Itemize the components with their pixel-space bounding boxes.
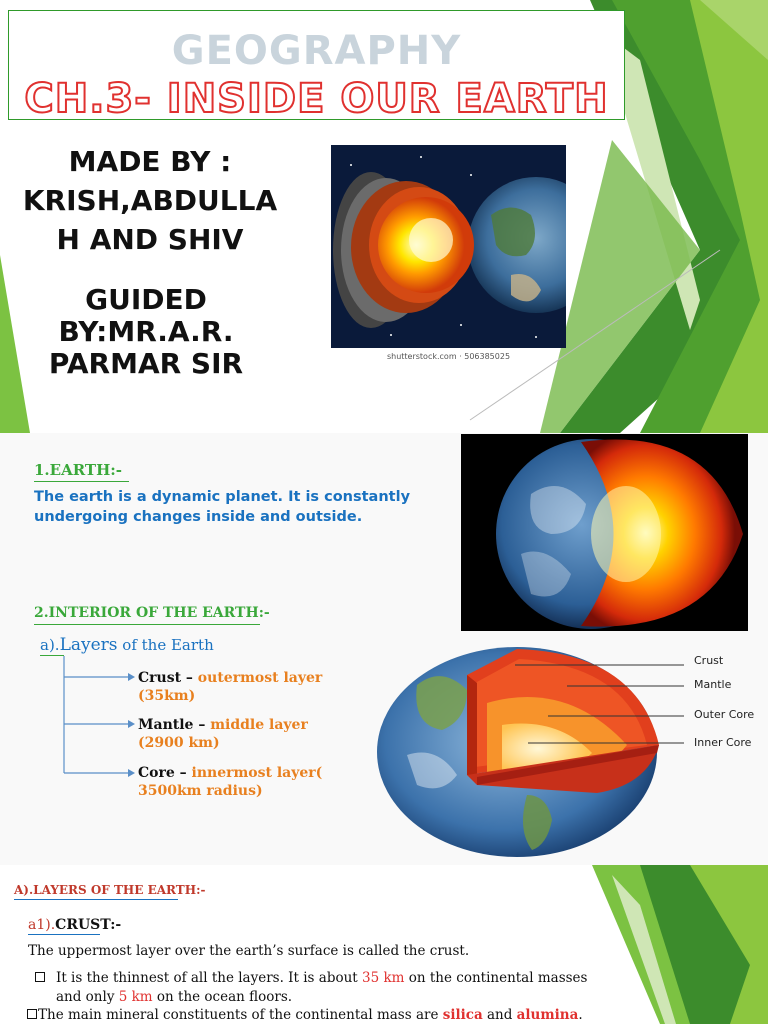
guide-line: PARMAR SIR xyxy=(48,347,244,380)
slide-title: GEOGRAPHY xyxy=(171,28,462,74)
subheading-rest: of the Earth xyxy=(117,636,214,654)
layer-name: Mantle xyxy=(138,717,194,733)
subheading-underline xyxy=(28,934,100,935)
authors-line: KRISH,ABDULLA xyxy=(22,184,278,217)
bullet-text xyxy=(38,1006,583,1024)
slide-title xyxy=(0,0,768,433)
highlight-value: 5 km xyxy=(118,989,153,1005)
bullet-text-part: . xyxy=(578,1007,583,1023)
layer-desc: innermost layer( xyxy=(191,765,323,781)
diagram-label-mantle: Mantle xyxy=(694,678,732,691)
diagram-label-outer-core: Outer Core xyxy=(694,708,755,721)
layer-dash: – xyxy=(181,670,198,686)
chapter-title: CH.3- INSIDE OUR EARTH xyxy=(24,76,609,122)
subheading-number: a1). xyxy=(28,917,56,933)
diagram-label-inner-core: Inner Core xyxy=(694,736,752,749)
checkbox-bullet-icon xyxy=(27,1009,37,1019)
authors-block xyxy=(0,142,300,259)
bullet-text-part: and only xyxy=(56,989,119,1005)
image-credit: shutterstock.com · 506385025 xyxy=(386,352,511,361)
highlight-value: alumina xyxy=(516,1007,579,1023)
guide-line: BY:MR.A.R. xyxy=(58,315,234,348)
crust-subheading xyxy=(28,917,121,933)
diagram-leader-lines xyxy=(0,433,768,865)
crust-section-heading: A).LAYERS OF THE EARTH:- xyxy=(14,883,206,897)
layer-dash: – xyxy=(174,765,192,781)
guide-block xyxy=(0,284,292,380)
checkbox-bullet-icon xyxy=(35,972,45,982)
layer-detail: (2900 km) xyxy=(138,735,220,751)
bullet-item xyxy=(36,1006,583,1024)
paragraph-line: The earth is a dynamic planet. It is constantly xyxy=(34,489,411,505)
authors-line: MADE BY : xyxy=(68,145,232,178)
subheading-prefix: a). xyxy=(40,636,60,654)
layer-desc: outermost layer xyxy=(197,670,323,686)
layer-dash: – xyxy=(193,717,211,733)
subheading-label: CRUST:- xyxy=(55,917,122,933)
slide-interior xyxy=(0,433,768,865)
bullet-item xyxy=(36,969,588,1007)
title-box xyxy=(8,10,625,120)
diagram-label-crust: Crust xyxy=(694,654,724,667)
bullet-text-part: The main mineral constituents of the continental mass are xyxy=(38,1007,443,1023)
heading-underline xyxy=(14,899,178,900)
layer-detail: 3500km radius) xyxy=(138,783,263,799)
crust-intro: The uppermost layer over the earth’s surface is called the crust. xyxy=(28,943,470,959)
layer-name: Core xyxy=(138,765,175,781)
bullet-text-part: and xyxy=(482,1007,517,1023)
bullet-text-part: on the continental masses xyxy=(404,970,588,986)
guide-line: GUIDED xyxy=(85,283,207,316)
authors-line: H AND SHIV xyxy=(56,223,244,256)
bullet-text-part: It is the thinnest of all the layers. It is about xyxy=(56,970,362,986)
highlight-value: silica xyxy=(442,1007,483,1023)
slide-crust xyxy=(0,865,768,1024)
layer-detail: (35km) xyxy=(138,688,196,704)
interior-heading: 2.INTERIOR OF THE EARTH:- xyxy=(34,605,270,621)
earth-cutaway-image xyxy=(331,145,566,348)
subheading-word: Layers xyxy=(59,635,118,655)
layer-name: Crust xyxy=(138,670,182,686)
highlight-value: 35 km xyxy=(362,970,405,986)
bullet-text xyxy=(56,969,587,1007)
earth-heading: 1.EARTH:- xyxy=(34,461,123,479)
bullet-text-part: on the ocean floors. xyxy=(152,989,293,1005)
layer-desc: middle layer xyxy=(210,717,308,733)
paragraph-line: undergoing changes inside and outside. xyxy=(34,509,363,525)
